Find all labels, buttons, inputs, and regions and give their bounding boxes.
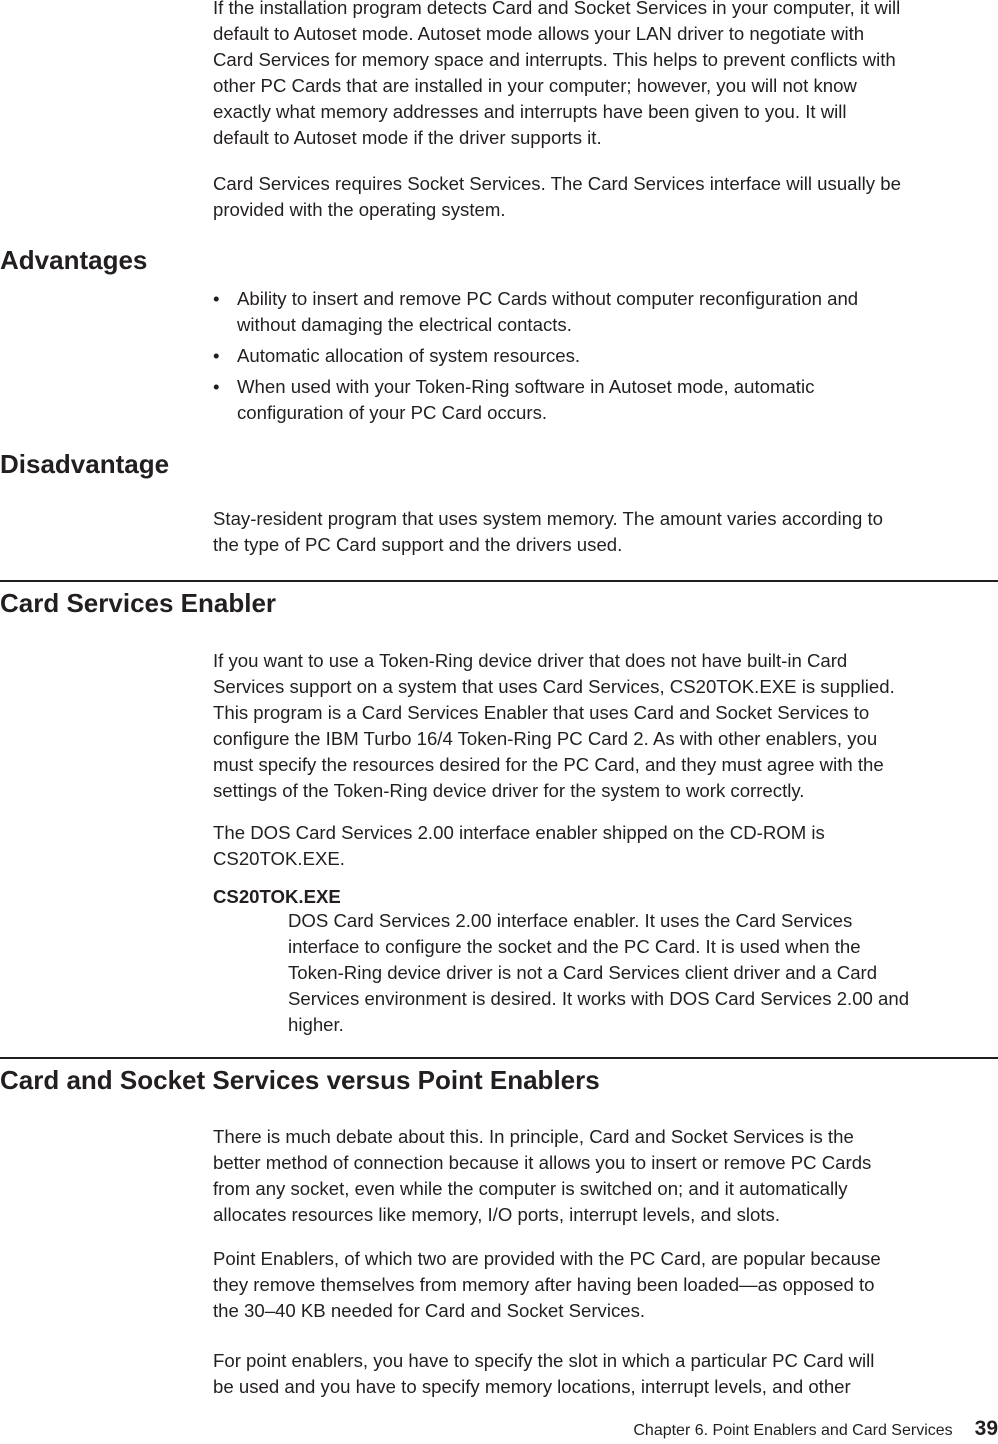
footer-chapter-title: Chapter 6. Point Enablers and Card Services <box>633 1422 953 1439</box>
versus-heading: Card and Socket Services versus Point Enablers <box>0 1065 600 1095</box>
advantages-list <box>213 286 998 426</box>
disadvantage-heading: Disadvantage <box>0 449 170 479</box>
definition-description: DOS Card Services 2.00 interface enabler. It uses the Card Services interface to configure the socket and the PC Card. It is used when the Token-Ring device driver is not a Card Services client driver and a Card Services environment is desired. It works with DOS Card Services 2.00 and higher. <box>288 910 910 1035</box>
enabler-paragraph-1: If you want to use a Token-Ring device driver that does not have built-in Card Services support on a system that uses Card Services, CS20TOK.EXE is supplied. This program is a Card Services Enabler that uses Card and Socket Services to configure the IBM Turbo 16/4 Token-Ring PC Card 2. As with other enablers, you must specify the resources desired for the PC Card, and they must agree with the settings of the Token-Ring device driver for the system to work correctly. <box>213 650 895 801</box>
list-item: • Ability to insert and remove PC Cards without computer reconfiguration and without damaging the electrical contacts. <box>213 288 859 335</box>
versus-paragraph-1: There is much debate about this. In principle, Card and Socket Services is the better method of connection because it allows you to insert or remove PC Cards from any socket, even while the computer is switched on; and it automatically allocates resources like memory, I/O ports, interrupt levels, and slots. <box>213 1126 872 1225</box>
enabler-heading: Card Services Enabler <box>0 588 277 618</box>
page-number: 39 <box>974 1417 998 1440</box>
versus-paragraph-3: For point enablers, you have to specify the slot in which a particular PC Card will be used and you have to specify memory locations, interrupt levels, and other <box>213 1350 875 1397</box>
versus-paragraph-2: Point Enablers, of which two are provided with the PC Card, are popular because they remove themselves from memory after having been loaded—as opposed to the 30–40 KB needed for Card and Socket Services. <box>213 1248 881 1321</box>
page-footer <box>633 1418 998 1442</box>
bullet-icon: • <box>213 288 220 309</box>
intro-paragraph-1: If the installation program detects Card and Socket Services in your computer, it will default to Autoset mode. Autoset mode allows your LAN driver to negotiate with Card Services for memory space and interrupts. This helps to prevent conflicts with other PC Cards that are installed in your computer; however, you will not know exactly what memory addresses and interrupts have been given to you. It will default to Autoset mode if the driver supports it. <box>213 0 901 148</box>
advantages-heading: Advantages <box>0 245 148 275</box>
intro-paragraph-2: Card Services requires Socket Services. The Card Services interface will usually be provided with the operating system. <box>213 173 901 220</box>
enabler-paragraph-2: The DOS Card Services 2.00 interface enabler shipped on the CD-ROM is CS20TOK.EXE. <box>213 822 825 869</box>
list-item: • Automatic allocation of system resources. <box>213 343 998 369</box>
section-divider <box>0 1057 998 1059</box>
list-item: • When used with your Token-Ring software in Autoset mode, automatic configuration of your PC Card occurs. <box>213 376 815 423</box>
section-divider <box>0 580 998 582</box>
definition-term: CS20TOK.EXE <box>213 886 341 907</box>
bullet-icon: • <box>213 345 220 366</box>
disadvantage-paragraph: Stay-resident program that uses system memory. The amount varies according to the type of PC Card support and the drivers used. <box>213 508 884 555</box>
bullet-icon: • <box>213 376 220 397</box>
